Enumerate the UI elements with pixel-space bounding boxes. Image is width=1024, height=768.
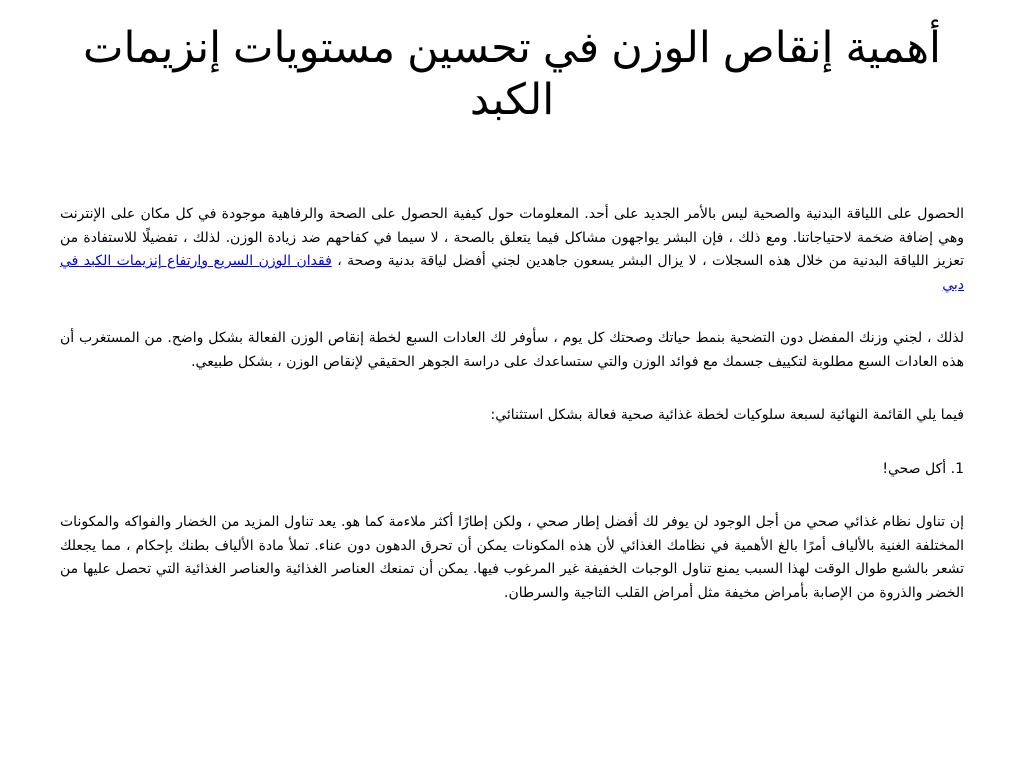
- paragraph-healthy-eating: إن تناول نظام غذائي صحي من أجل الوجود لن يوفر لك أفضل إطار صحي ، ولكن إطارًا أكثر ملاءمة كما هو. يعد تناول المزيد من الخضار والفواكه والمكونات المختلفة الغنية بالألياف أمرًا بالغ الأهمية في نظامك الغذائي لأن هذه المكونات يمكن أن تحرق الدهون دون عناء. تملأ مادة الألياف بطنك بإحكام ، مما يجعلك تشعر بالشبع طوال الوقت لهذا السبب يمنع تناول الوجبات الخفيفة غير المرغوب فيها. يمكن أن تمنعك العناصر الغذائية والعناصر الغذائية التي تحصل عليها من الخضر والذروة من الإصابة بأمراض مخيفة مثل أمراض القلب التاجية والسرطان.: [60, 514, 964, 601]
- list-item-healthy-eating: 1. أكل صحي!: [882, 460, 964, 477]
- paragraph-habits: لذلك ، لجني وزنك المفضل دون التضحية بنمط حياتك وصحتك كل يوم ، سأوفر لك العادات السبع لخطة إنقاص الوزن الفعالة بشكل واضح. من المستغرب أن هذه العادات السبع مطلوبة لتكييف جسمك مع فوائد الوزن والتي ستساعدك على دراسة الجوهر الحقيقي لإنقاص الوزن ، بشكل طبيعي.: [60, 330, 964, 370]
- weight-loss-liver-enzymes-link[interactable]: فقدان الوزن السريع وارتفاع إنزيمات الكبد في دبي: [60, 253, 964, 293]
- paragraph-list-intro: فيما يلي القائمة النهائية لسبعة سلوكيات لخطة غذائية صحية فعالة بشكل استثنائي:: [490, 407, 964, 423]
- slide-body: [60, 203, 964, 635]
- paragraph-intro: [60, 203, 964, 297]
- page-title: أهمية إنقاص الوزن في تحسين مستويات إنزيمات الكبد: [83, 24, 941, 124]
- paragraph-intro-text: الحصول على اللياقة البدنية والصحية ليس بالأمر الجديد على أحد. المعلومات حول كيفية الحصول على الصحة والرفاهية موجودة في كل مكان على الإنترنت وهي إضافة ضخمة لاحتياجاتنا. ومع ذلك ، فإن البشر يواجهون مشاكل فيما يتعلق بالصحة ، لا سيما في كفاحهم ضد زيادة الوزن. لذلك ، تفضيلًا للاستفادة من تعزيز اللياقة البدنية من خلال هذه السجلات ، لا يزال البشر يسعون جاهدين لجني أفضل لياقة بدنية وصحة ،: [60, 206, 965, 269]
